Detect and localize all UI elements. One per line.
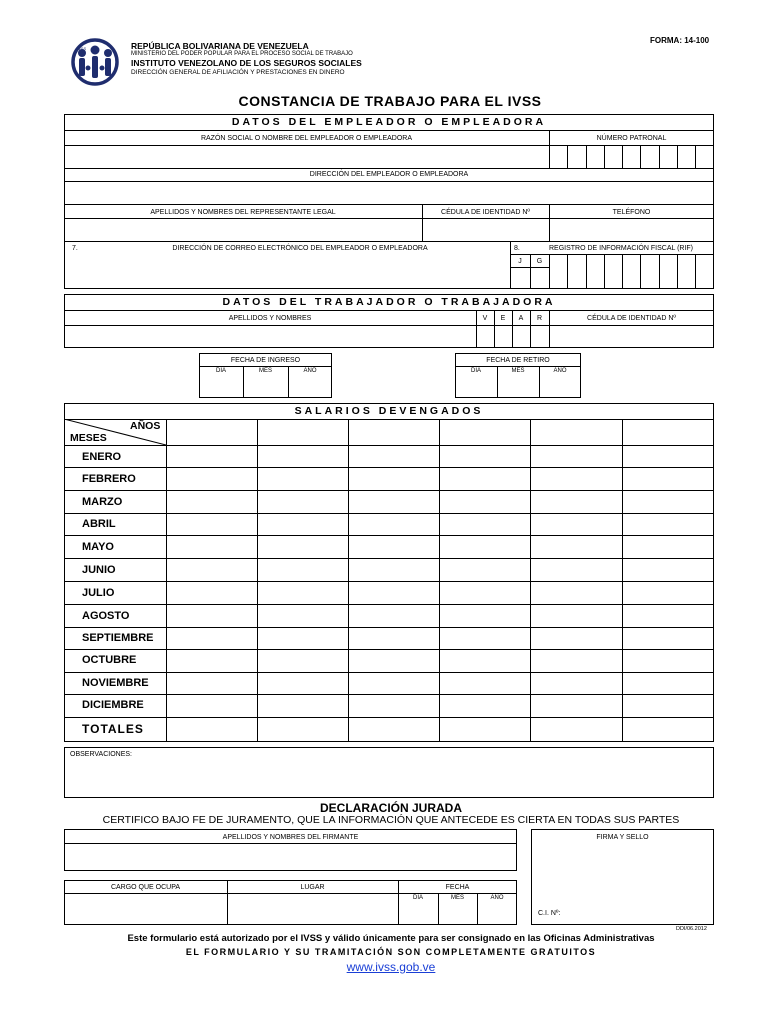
worker-status-r[interactable] <box>531 326 548 347</box>
month-octubre: OCTUBRE <box>82 654 137 666</box>
salaries-section-title: SALARIOS DEVENGADOS <box>294 405 484 417</box>
worker-cedula-field[interactable] <box>550 326 713 347</box>
worker-r-label: R <box>536 315 543 322</box>
month-junio: JUNIO <box>82 564 116 576</box>
observaciones-label: OBSERVACIONES: <box>70 751 132 758</box>
numero-patronal-label: NÚMERO PATRONAL <box>596 135 667 142</box>
worker-nationality-e[interactable] <box>495 326 511 347</box>
ministry-name: MINISTERIO DEL PODER POPULAR PARA EL PROCESO SOCIAL DE TRABAJO <box>131 51 353 57</box>
worker-status-a[interactable] <box>513 326 529 347</box>
meses-header: MESES <box>70 432 107 444</box>
footer-authorization: Este formulario está autorizado por el IVSS y válido únicamente para ser consignado en las Oficinas Administrativas <box>127 933 655 944</box>
cargo-field[interactable] <box>65 894 226 924</box>
razon-social-label: RAZÓN SOCIAL O NOMBRE DEL EMPLEADOR O EMPLEADORA <box>200 135 413 142</box>
fecha-label: FECHA <box>445 884 470 891</box>
month-abril: ABRIL <box>82 518 116 530</box>
worker-nationality-v[interactable] <box>477 326 493 347</box>
ivss-logo <box>70 38 120 86</box>
firma-fecha-mes-label: MES <box>450 895 464 901</box>
worker-a-label: A <box>518 315 524 322</box>
representante-field[interactable] <box>65 219 421 240</box>
worker-section-title: DATOS DEL TRABAJADOR O TRABAJADORA <box>222 296 556 308</box>
month-julio: JULIO <box>82 587 115 599</box>
form-code: FORMA: 14-100 <box>650 36 710 45</box>
cargo-label: CARGO QUE OCUPA <box>110 884 181 891</box>
month-agosto: AGOSTO <box>82 610 130 622</box>
rif-label: REGISTRO DE INFORMACIÓN FISCAL (RIF) <box>548 245 694 252</box>
direccion-label: DIRECCIÓN DEL EMPLEADOR O EMPLEADORA <box>309 171 469 178</box>
telefono-label: TELÉFONO <box>612 209 651 216</box>
firma-sello-label: FIRMA Y SELLO <box>596 834 649 841</box>
worker-v-label: V <box>482 315 488 322</box>
firma-fecha-ano-label: AÑO <box>490 895 504 901</box>
month-enero: ENERO <box>82 451 122 463</box>
firmante-field[interactable] <box>65 844 516 870</box>
month-diciembre: DICIEMBRE <box>82 699 144 711</box>
declaration-text: CERTIFICO BAJO FE DE JURAMENTO, QUE LA INFORMACIÓN QUE ANTECEDE ES CIERTA EN TODAS SUS PARTES <box>102 814 680 826</box>
fecha-ingreso-ano-label: AÑO <box>303 368 317 374</box>
fecha-ingreso-label: FECHA DE INGRESO <box>230 357 301 364</box>
employer-section-title: DATOS DEL EMPLEADOR O EMPLEADORA <box>231 116 547 128</box>
correo-label: DIRECCIÓN DE CORREO ELECTRÓNICO DEL EMPLEADOR O EMPLEADORA <box>172 245 428 252</box>
worker-apellidos-label: APELLIDOS Y NOMBRES <box>228 315 312 322</box>
ivss-website-link[interactable]: www.ivss.gob.ve <box>346 960 436 974</box>
rif-boxes[interactable] <box>549 254 714 289</box>
direction-name: DIRECCIÓN GENERAL DE AFILIACIÓN Y PRESTACIONES EN DINERO <box>131 69 345 76</box>
num-7-label: 7. <box>72 245 78 252</box>
document-title: CONSTANCIA DE TRABAJO PARA EL IVSS <box>238 93 542 109</box>
institute-name: INSTITUTO VENEZOLANO DE LOS SEGUROS SOCIALES <box>131 58 362 68</box>
cedula-representante-field[interactable] <box>423 219 548 240</box>
month-noviembre: NOVIEMBRE <box>82 677 149 689</box>
worker-apellidos-field[interactable] <box>65 326 475 347</box>
svg-text:IVSS: IVSS <box>77 46 87 51</box>
fecha-ingreso-mes-label: MES <box>258 368 272 374</box>
fecha-retiro-label: FECHA DE RETIRO <box>486 357 550 364</box>
firma-fecha-dia-label: DIA <box>412 895 423 901</box>
month-febrero: FEBRERO <box>82 473 136 485</box>
month-marzo: MARZO <box>82 496 123 508</box>
fecha-retiro-field[interactable] <box>456 376 580 397</box>
worker-cedula-label: CÉDULA DE IDENTIDAD Nº <box>587 315 676 322</box>
observaciones-box[interactable] <box>64 747 714 798</box>
correo-field[interactable] <box>65 255 509 288</box>
totales-label: TOTALES <box>82 722 144 736</box>
firma-fecha-field[interactable] <box>399 903 516 924</box>
month-septiembre: SEPTIEMBRE <box>82 632 154 644</box>
cedula-representante-label: CÉDULA DE IDENTIDAD Nº <box>441 209 530 216</box>
rif-j-label: J <box>518 258 522 265</box>
republic-name: REPÚBLICA BOLIVARIANA DE VENEZUELA <box>131 41 309 51</box>
lugar-label: LUGAR <box>300 884 325 891</box>
firmante-label: APELLIDOS Y NOMBRES DEL FIRMANTE <box>222 834 359 841</box>
num-8-label: 8. <box>514 245 520 252</box>
direccion-field[interactable] <box>65 182 713 203</box>
footer-free-notice: EL FORMULARIO Y SU TRAMITACIÓN SON COMPLETAMENTE GRATUITOS <box>185 947 597 957</box>
anos-header: AÑOS <box>130 420 161 432</box>
representante-label: APELLIDOS Y NOMBRES DEL REPRESENTANTE LEGAL <box>150 209 336 216</box>
telefono-field[interactable] <box>550 219 713 240</box>
fecha-retiro-dia-label: DIA <box>470 368 481 374</box>
rif-g-label: G <box>536 258 543 265</box>
salary-entry-area[interactable] <box>167 446 713 741</box>
razon-social-field[interactable] <box>65 146 548 167</box>
fecha-retiro-ano-label: AÑO <box>553 368 567 374</box>
declaration-title: DECLARACIÓN JURADA <box>319 801 462 815</box>
worker-e-label: E <box>500 315 506 322</box>
fecha-retiro-mes-label: MES <box>511 368 525 374</box>
numero-patronal-boxes[interactable] <box>549 145 714 168</box>
fecha-ingreso-dia-label: DIA <box>215 368 226 374</box>
month-mayo: MAYO <box>82 541 114 553</box>
fecha-ingreso-field[interactable] <box>200 376 331 397</box>
lugar-field[interactable] <box>228 894 397 924</box>
document-code: DDI/06.2012 <box>676 926 707 932</box>
ci-label: C.I. Nº: <box>538 910 561 917</box>
